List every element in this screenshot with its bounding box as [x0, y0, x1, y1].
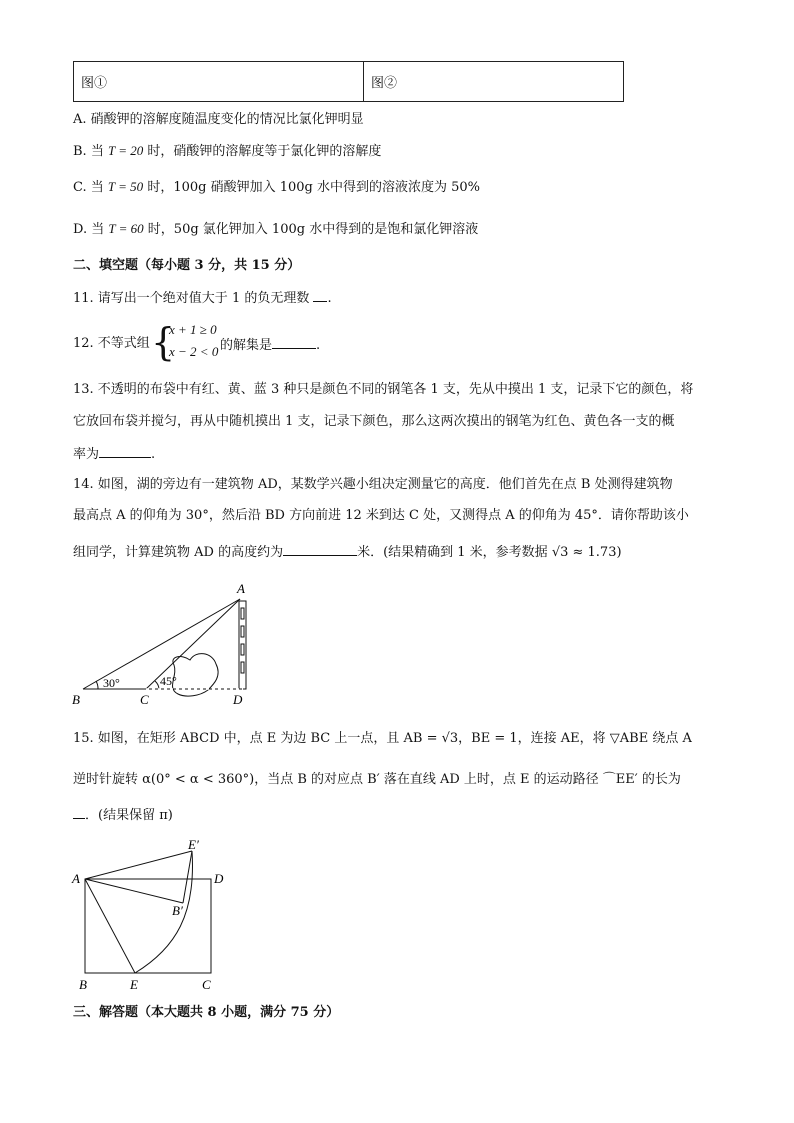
question-11-text: 11. 请写出一个绝对值大于 1 的负无理数 — [73, 291, 310, 306]
option-c — [73, 179, 480, 196]
section-2-title: 二、填空题（每小题 3 分，共 15 分） — [73, 258, 301, 273]
answer-blank-15[interactable] — [73, 806, 85, 819]
question-15-line-2: 逆时针旋转 α(0° < α < 360°)，当点 B 的对应点 B′ 落在直线 AD 上时，点 E 的运动路径 ⌒EE′ 的长为 — [73, 772, 681, 787]
question-12 — [73, 320, 321, 364]
label-b: B — [79, 977, 87, 992]
line-b-prime-e-prime — [183, 851, 192, 903]
rectangle-abcd — [85, 879, 211, 973]
question-13-line-1: 13. 不透明的布袋中有红、黄、蓝 3 种只是颜色不同的钢笔各 1 支，先从中摸出 1 支，记录下它的颜色，将 — [73, 382, 694, 397]
table-cell-figure-2: 图② — [371, 76, 398, 91]
angle-arc-45 — [155, 681, 159, 689]
label-d: D — [233, 692, 243, 707]
question-15-suffix: ．(结果保留 π) — [85, 808, 173, 823]
question-14-line-3 — [73, 543, 622, 561]
label-b: B — [72, 692, 80, 707]
label-a: A — [72, 871, 80, 886]
angle-30-label: 30° — [103, 676, 120, 690]
question-11 — [73, 289, 332, 307]
figure-15 — [66, 832, 236, 997]
label-e-prime: E′ — [188, 837, 199, 852]
answer-blank-12[interactable] — [272, 336, 316, 349]
option-c-text: 时，100g 硝酸钾加入 100g 水中得到的溶液浓度为 50% — [147, 180, 481, 195]
question-12-prefix: 12. 不等式组 — [73, 336, 150, 351]
answer-blank-11[interactable] — [313, 289, 327, 302]
system-row-2: x − 2 < 0 — [169, 344, 219, 359]
option-d-text: 时，50g 氯化钾加入 100g 水中得到的是饱和氯化钾溶液 — [147, 222, 479, 237]
option-b — [73, 143, 381, 160]
angle-45-label: 45° — [160, 674, 177, 688]
option-c-prefix: C. 当 — [73, 180, 104, 195]
question-14-suffix: 米．(结果精确到 1 米，参考数据 √3 ≈ 1.73) — [357, 545, 622, 560]
option-b-text: 时，硝酸钾的溶解度等于氯化钾的溶解度 — [147, 144, 382, 159]
option-d-prefix: D. 当 — [73, 222, 105, 237]
question-12-suffix: 的解集是 . — [220, 338, 321, 353]
option-b-prefix: B. 当 — [73, 144, 104, 159]
table-cell-figure-1: 图① — [74, 62, 364, 101]
answer-blank-13[interactable] — [99, 445, 151, 458]
label-c: C — [140, 692, 149, 707]
label-d: D — [214, 871, 224, 886]
label-e: E — [130, 977, 138, 992]
figure-14 — [66, 580, 266, 710]
building-ad — [239, 601, 246, 689]
label-a: A — [237, 581, 245, 596]
question-14-line-2: 最高点 A 的仰角为 30°，然后沿 BD 方向前进 12 米到达 C 处，又测得点 A 的仰角为 45°．请你帮助该小 — [73, 508, 689, 523]
question-13-tail: . — [151, 447, 156, 462]
angle-arc-30 — [96, 681, 98, 689]
question-11-tail: . — [327, 291, 332, 306]
arc-ee-prime — [135, 851, 193, 973]
answer-blank-14[interactable] — [283, 543, 357, 556]
brace-symbol: { — [151, 320, 176, 364]
question-14-prefix: 组同学，计算建筑物 AD 的高度约为 — [73, 545, 284, 560]
line-ae — [85, 879, 135, 973]
building-window — [241, 626, 244, 637]
option-d-math: T = 60 — [108, 221, 144, 236]
question-13-prefix: 率为 — [73, 447, 100, 462]
line-ab-prime — [85, 879, 183, 903]
building-window — [241, 662, 244, 673]
line-ae-prime — [85, 851, 192, 879]
option-d — [73, 221, 478, 238]
figure-label-table — [73, 61, 624, 102]
building-window — [241, 608, 244, 619]
label-c: C — [202, 977, 211, 992]
section-3-title: 三、解答题（本大题共 8 小题，满分 75 分） — [73, 1005, 340, 1020]
option-b-math: T = 20 — [107, 143, 144, 158]
question-13-line-2: 它放回布袋并搅匀，再从中随机摸出 1 支，记录下颜色，那么这两次摸出的钢笔为红色、黄色各一支的概 — [73, 414, 675, 429]
system-row-1: x + 1 ≥ 0 — [169, 322, 217, 337]
question-14-line-1: 14. 如图，湖的旁边有一建筑物 AD，某数学兴趣小组决定测量它的高度．他们首先在点 B 处测得建筑物 — [73, 477, 673, 492]
option-a: A. 硝酸钾的溶解度随温度变化的情况比氯化钾明显 — [73, 112, 364, 127]
option-c-math: T = 50 — [107, 179, 144, 194]
question-15-line-3 — [73, 806, 173, 824]
question-13-line-3 — [73, 445, 155, 463]
question-15-line-1: 15. 如图，在矩形 ABCD 中，点 E 为边 BC 上一点，且 AB = √3，BE = 1，连接 AE，将 ▽ABE 绕点 A — [73, 731, 692, 746]
building-window — [241, 644, 244, 655]
label-b-prime: B′ — [172, 903, 183, 918]
